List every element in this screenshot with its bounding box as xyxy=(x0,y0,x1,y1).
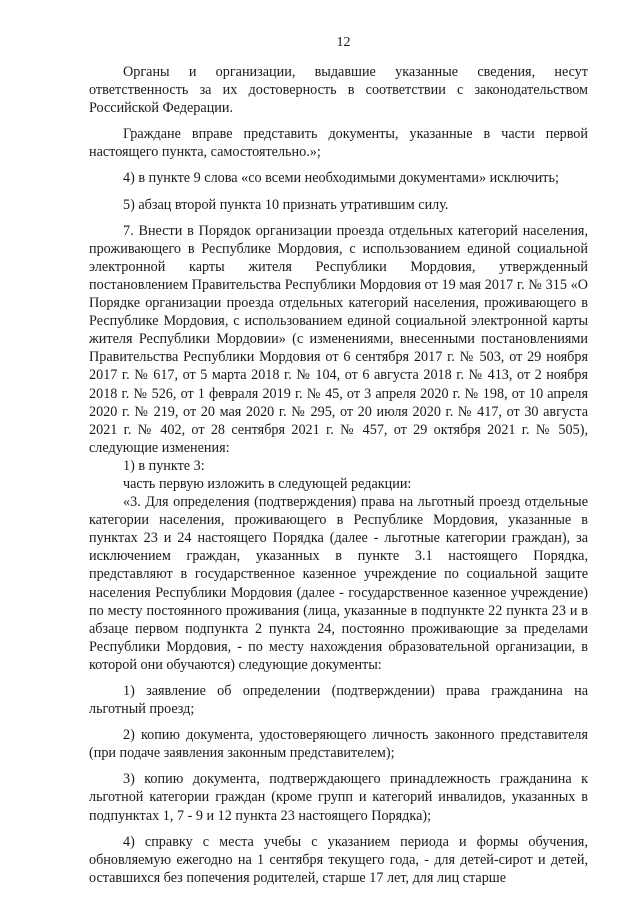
list-item-3: 3) копию документа, подтверждающего принадлежность гражданина к льготной категории граждан (кроме групп и категорий инвалидов, указанных в подпунктах 1, 7 - 9 и 12 пункта 23 настоящего Порядка); xyxy=(89,771,588,824)
paragraph-section-7: 7. Внести в Порядок организации проезда отдельных категорий населения, проживающего в Республике Мордовия, с использованием единой социальной электронной карты жителя Республики Мордовия, утвержденный постановлением Правительства Республики Мордовия от 19 мая 2017 г. № 315 «О Порядке организации проезда отдельных категорий населения, проживающего в Республике Мордовия, с использованием единой социальной электронной карты жителя Республики Мордовии» (с изменениями, внесенными постановлениями Правительства Республики Мордовия от 6 сентября 2017 г. № 503, от 29 ноября 2017 г. № 617, от 5 марта 2018 г. № 104, от 6 августа 2018 г. № 413, от 2 ноября 2018 г. № 526, от 1 февраля 2019 г. № 45, от 3 апреля 2020 г. № 198, от 10 апреля 2020 г. № 219, от 20 мая 2020 г. № 295, от 20 июля 2020 г. № 417, от 30 августа 2021 г. № 402, от 28 сентября 2021 г. № 457, от 29 октября 2021 г. № 505), следующие изменения: xyxy=(89,222,588,456)
paragraph-first-part: часть первую изложить в следующей редакции: xyxy=(123,475,412,492)
paragraph-point-3: 1) в пункте 3: xyxy=(123,457,205,474)
list-item-1: 1) заявление об определении (подтверждении) права гражданина на льготный проезд; xyxy=(89,683,588,718)
paragraph-item-5: 5) абзац второй пункта 10 признать утратившим силу. xyxy=(123,196,449,213)
list-item-2: 2) копию документа, удостоверяющего личность законного представителя (при подаче заявления законным представителем); xyxy=(89,727,588,762)
paragraph-gap xyxy=(89,214,588,222)
paragraph-liability: Органы и организации, выдавшие указанные сведения, несут ответственность за их достоверность в соответствии с законодательством Российской Федерации. xyxy=(89,64,588,117)
paragraph-gap xyxy=(89,762,588,770)
paragraph-gap xyxy=(89,188,588,196)
paragraph-gap xyxy=(89,161,588,169)
paragraph-gap xyxy=(89,117,588,125)
page-number: 12 xyxy=(336,35,351,50)
paragraph-gap xyxy=(89,674,588,682)
paragraph-gap xyxy=(89,718,588,726)
list-item-4: 4) справку с места учебы с указанием периода и формы обучения, обновляемую ежегодно на 1 сентября текущего года, - для детей-сирот и детей, оставшихся без попечения родителей, старше 17 лет, для лиц старше xyxy=(89,833,588,886)
paragraph-quote-3: «3. Для определения (подтверждения) права на льготный проезд отдельные категории населения, проживающего в Республике Мордовия, указанные в пунктах 23 и 24 настоящего Порядка (далее - льготные категории граждан), за исключением граждан, указанных в пункте 3.1 настоящего Порядка, представляют в государственное казенное учреждение по социальной защите населения Республики Мордовия (далее - государственное казенное учреждение) по месту постоянного проживания (лица, указанные в подпункте 22 пункта 23 и в абзаце первом подпункта 2 пункта 24, постоянно проживающие за пределами Республики Мордовия, - по месту нахождения образовательной организации, в которой они обучаются) следующие документы: xyxy=(89,494,588,673)
paragraph-gap xyxy=(89,825,588,833)
paragraph-citizens-right: Граждане вправе представить документы, указанные в части первой настоящего пункта, самостоятельно.»; xyxy=(89,126,588,161)
paragraph-item-4: 4) в пункте 9 слова «со всеми необходимыми документами» исключить; xyxy=(123,170,559,187)
